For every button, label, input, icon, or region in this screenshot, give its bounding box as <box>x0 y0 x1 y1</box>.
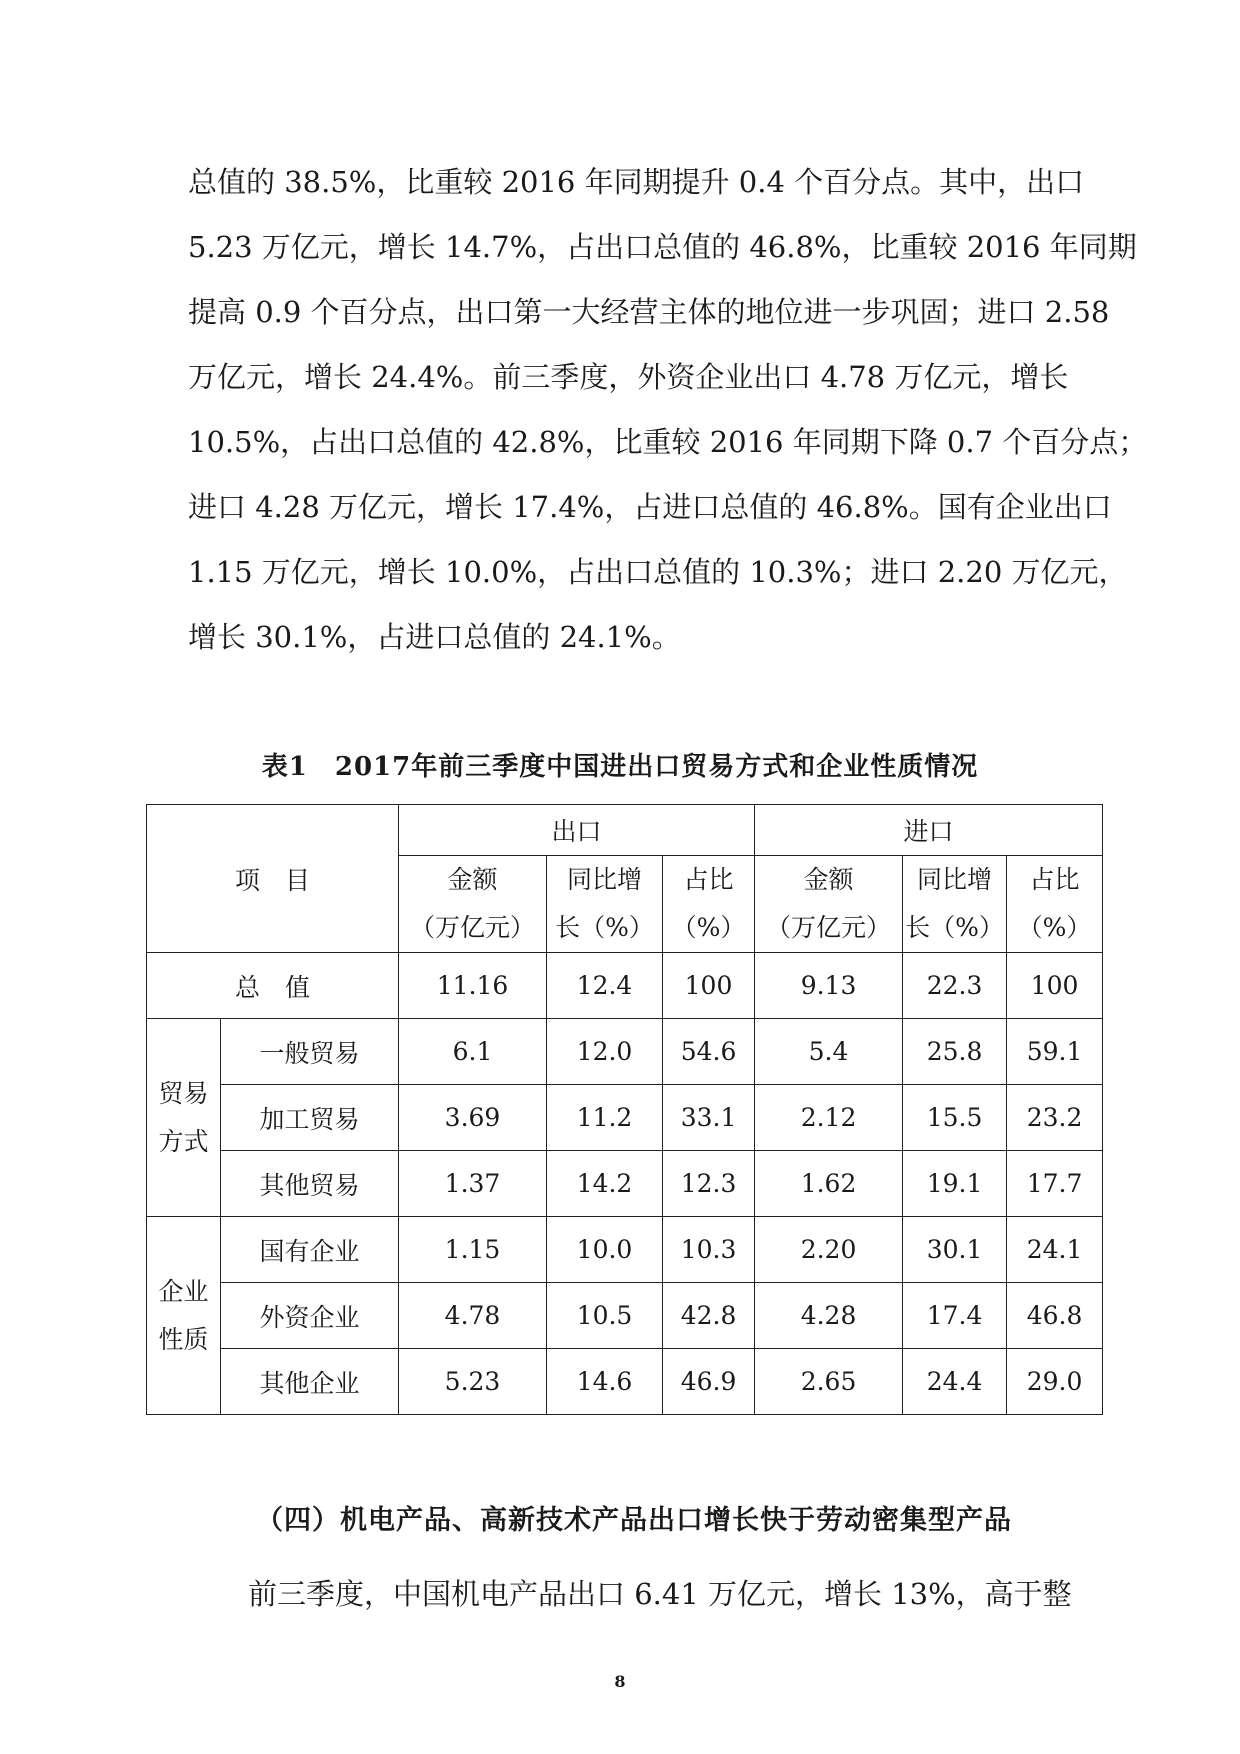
total-row <box>147 953 1103 1019</box>
paragraph-line: 10.5%，占出口总值的 42.8%，比重较 2016 年同期下降 0.7 个百分点； <box>188 425 1148 459</box>
table-cell: 2.12 <box>755 1085 903 1151</box>
export-header-cell: 出口 <box>399 805 755 856</box>
group-label-trade-mode <box>147 1019 221 1217</box>
table-cell: 6.1 <box>399 1019 547 1085</box>
import-share-header <box>1007 856 1103 953</box>
table-cell: 42.8 <box>663 1283 755 1349</box>
table-cell: 15.5 <box>903 1085 1007 1151</box>
table-cell: 10.0 <box>547 1217 663 1283</box>
item-header-label: 项 目 <box>235 865 311 895</box>
export-share-header <box>663 856 755 953</box>
table-cell: 3.69 <box>399 1085 547 1151</box>
table-row <box>147 1151 1103 1217</box>
table-cell: 2.65 <box>755 1349 903 1415</box>
paragraph-line: 前三季度，中国机电产品出口 6.41 万亿元，增长 13%，高于整 <box>248 1577 1072 1611</box>
table-cell: 30.1 <box>903 1217 1007 1283</box>
table-row <box>147 1085 1103 1151</box>
table-row <box>147 1019 1103 1085</box>
paragraph-line: 总值的 38.5%，比重较 2016 年同期提升 0.4 个百分点。其中，出口 <box>188 165 1085 199</box>
header-line: （%） <box>671 913 746 942</box>
table-cell: 12.3 <box>663 1151 755 1217</box>
table-cell: 54.6 <box>663 1019 755 1085</box>
paragraph-line: 进口 4.28 万亿元，增长 17.4%，占进口总值的 46.8%。国有企业出口 <box>188 490 1112 524</box>
table-cell: 23.2 <box>1007 1085 1103 1151</box>
table-cell: 29.0 <box>1007 1349 1103 1415</box>
body-paragraph-1 <box>188 150 1148 670</box>
group-label-line: 贸易 <box>158 1078 209 1108</box>
table-cell: 100 <box>663 953 755 1019</box>
table-cell: 10.3 <box>663 1217 755 1283</box>
table-cell: 17.4 <box>903 1283 1007 1349</box>
table-cell: 12.4 <box>547 953 663 1019</box>
table-cell: 1.37 <box>399 1151 547 1217</box>
group-label-line: 企业 <box>158 1276 209 1306</box>
table-cell: 14.6 <box>547 1349 663 1415</box>
item-header-cell <box>147 805 399 953</box>
header-line: （万亿元） <box>410 913 536 942</box>
paragraph-line: 5.23 万亿元，增长 14.7%，占出口总值的 46.8%，比重较 2016 年同期 <box>188 230 1137 264</box>
paragraph-line: 增长 30.1%，占进口总值的 24.1%。 <box>188 620 681 654</box>
group-label-line: 性质 <box>158 1324 209 1354</box>
header-line: 长（%） <box>905 913 1004 942</box>
table-cell: 14.2 <box>547 1151 663 1217</box>
table-cell: 17.7 <box>1007 1151 1103 1217</box>
row-label: 其他企业 <box>221 1349 399 1415</box>
table-cell: 5.4 <box>755 1019 903 1085</box>
table-cell: 11.16 <box>399 953 547 1019</box>
total-label: 总 值 <box>147 953 399 1019</box>
header-line: 占比 <box>683 865 734 894</box>
table-cell: 5.23 <box>399 1349 547 1415</box>
table-cell: 24.1 <box>1007 1217 1103 1283</box>
export-amount-header <box>399 856 547 953</box>
page-number: 8 <box>614 1672 626 1691</box>
export-growth-header <box>547 856 663 953</box>
table-cell: 19.1 <box>903 1151 1007 1217</box>
row-label: 其他贸易 <box>221 1151 399 1217</box>
table-cell: 24.4 <box>903 1349 1007 1415</box>
paragraph-line: 万亿元，增长 24.4%。前三季度，外资企业出口 4.78 万亿元，增长 <box>188 360 1069 394</box>
header-line: 同比增 <box>917 865 993 894</box>
table-cell: 4.28 <box>755 1283 903 1349</box>
table-cell: 59.1 <box>1007 1019 1103 1085</box>
table-row <box>147 1349 1103 1415</box>
table-cell: 100 <box>1007 953 1103 1019</box>
table-cell: 25.8 <box>903 1019 1007 1085</box>
paragraph-line: 提高 0.9 个百分点，出口第一大经营主体的地位进一步巩固；进口 2.58 <box>188 295 1110 329</box>
import-amount-header <box>755 856 903 953</box>
table-cell: 9.13 <box>755 953 903 1019</box>
table-cell: 11.2 <box>547 1085 663 1151</box>
group-label-enterprise-type <box>147 1217 221 1415</box>
header-line: 长（%） <box>555 913 654 942</box>
trade-data-table <box>146 804 1103 1415</box>
section-heading: （四）机电产品、高新技术产品出口增长快于劳动密集型产品 <box>256 1505 1012 1536</box>
table-cell: 10.5 <box>547 1283 663 1349</box>
table-row <box>147 1283 1103 1349</box>
header-line: 同比增 <box>567 865 643 894</box>
header-line: 占比 <box>1029 865 1080 894</box>
row-label: 外资企业 <box>221 1283 399 1349</box>
import-header-cell: 进口 <box>755 805 1103 856</box>
row-label: 加工贸易 <box>221 1085 399 1151</box>
table-cell: 2.20 <box>755 1217 903 1283</box>
table-cell: 12.0 <box>547 1019 663 1085</box>
table-cell: 1.15 <box>399 1217 547 1283</box>
import-growth-header <box>903 856 1007 953</box>
table-cell: 4.78 <box>399 1283 547 1349</box>
header-line: （%） <box>1017 913 1092 942</box>
table-cell: 46.8 <box>1007 1283 1103 1349</box>
table-cell: 33.1 <box>663 1085 755 1151</box>
header-line: 金额 <box>447 865 498 894</box>
table-cell: 1.62 <box>755 1151 903 1217</box>
header-line: （万亿元） <box>766 913 892 942</box>
table-cell: 46.9 <box>663 1349 755 1415</box>
table-title: 表1 2017年前三季度中国进出口贸易方式和企业性质情况 <box>261 752 979 782</box>
row-label: 一般贸易 <box>221 1019 399 1085</box>
header-line: 金额 <box>803 865 854 894</box>
header-row-1 <box>147 805 1103 856</box>
paragraph-line: 1.15 万亿元，增长 10.0%，占出口总值的 10.3%；进口 2.20 万亿元， <box>188 555 1128 589</box>
table-cell: 22.3 <box>903 953 1007 1019</box>
body-paragraph-2 <box>188 1562 1072 1627</box>
row-label: 国有企业 <box>221 1217 399 1283</box>
table-row <box>147 1217 1103 1283</box>
group-label-line: 方式 <box>158 1126 209 1156</box>
